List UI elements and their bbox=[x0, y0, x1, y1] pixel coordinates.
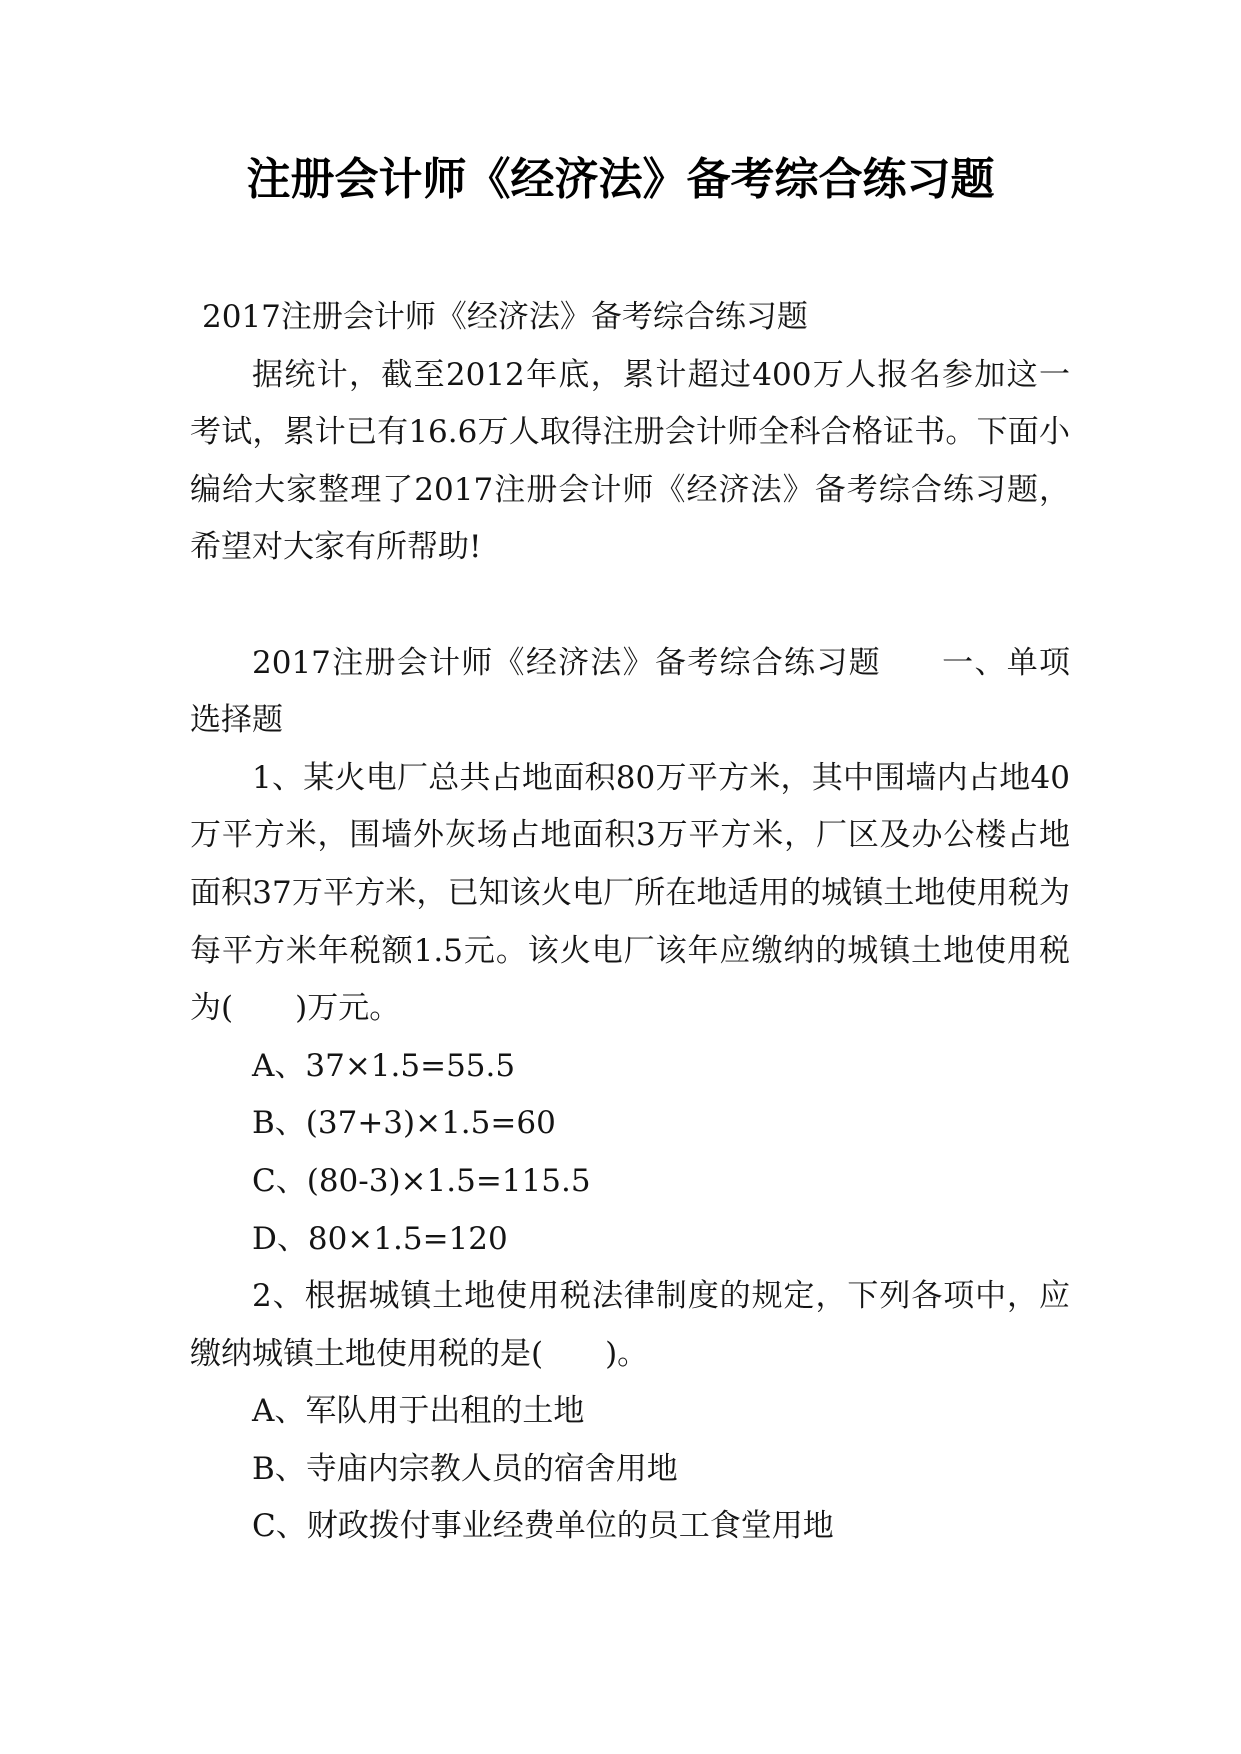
question-option: A、军队用于出租的土地 bbox=[252, 1393, 585, 1430]
section-heading-type: 一、单项选择题 bbox=[190, 644, 1070, 739]
section-heading-title: 2017注册会计师《经济法》备考综合练习题 bbox=[252, 644, 881, 681]
question-stem: 1、某火电厂总共占地面积80万平方米，其中围墙内占地40万平方米，围墙外灰场占地面积3万平方米，厂区及办公楼占地面积37万平方米，已知该火电厂所在地适用的城镇土地使用税为每平方米年税额1.5元。该火电厂该年应缴纳的城镇土地使用税为( )万元。 bbox=[190, 759, 1070, 1027]
document-title: 注册会计师《经济法》备考综合练习题 bbox=[246, 154, 995, 205]
question-option: B、寺庙内宗教人员的宿舍用地 bbox=[252, 1450, 678, 1487]
question-option: B、(37+3)×1.5=60 bbox=[252, 1105, 556, 1142]
question-option: D、80×1.5=120 bbox=[252, 1220, 508, 1257]
question-option: C、财政拨付事业经费单位的员工食堂用地 bbox=[252, 1508, 834, 1545]
section-heading bbox=[190, 635, 1070, 750]
document-body bbox=[190, 289, 1070, 1556]
intro-paragraph: 据统计，截至2012年底，累计超过400万人报名参加这一考试，累计已有16.6万人取得注册会计师全科合格证书。下面小编给大家整理了2017注册会计师《经济法》备考综合练习题，希望对大家有所帮助! bbox=[190, 356, 1070, 566]
question-stem: 2、根据城镇土地使用税法律制度的规定，下列各项中，应缴纳城镇土地使用税的是( )。 bbox=[190, 1278, 1070, 1372]
question-option: C、(80-3)×1.5=115.5 bbox=[252, 1162, 591, 1199]
document-subtitle: 2017注册会计师《经济法》备考综合练习题 bbox=[202, 299, 808, 335]
question-option: A、37×1.5=55.5 bbox=[252, 1047, 516, 1084]
paragraph-spacer bbox=[190, 577, 1070, 635]
